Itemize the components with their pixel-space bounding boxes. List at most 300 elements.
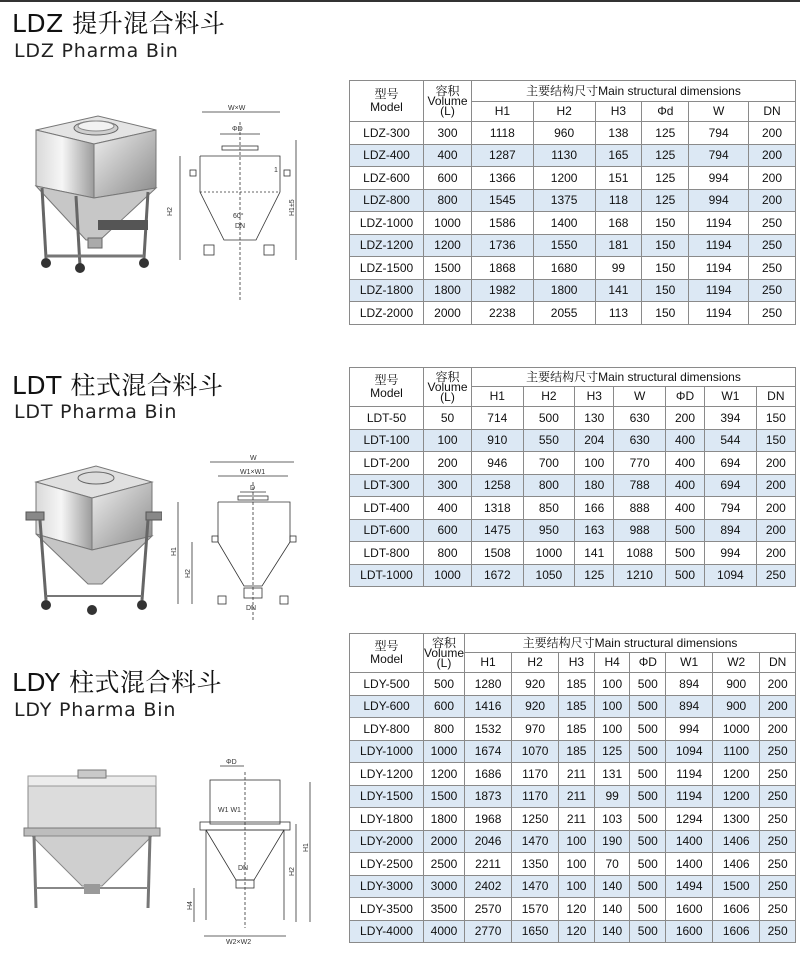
ldy-dim-w2w2: W2×W2 xyxy=(226,939,252,946)
table-cell: 788 xyxy=(614,474,666,497)
ldz-dim-dn: DN xyxy=(235,223,246,230)
table-cell: 150 xyxy=(642,234,689,257)
ldz-model-header: 型号 Model xyxy=(350,81,424,122)
ldy-main-dimensions-header: 主要结构尺寸Main structural dimensions xyxy=(465,634,796,653)
table-cell: 694 xyxy=(705,452,757,475)
table-cell: 1680 xyxy=(533,257,595,280)
table-cell: 630 xyxy=(614,429,666,452)
table-row xyxy=(350,808,796,831)
table-cell: 300 xyxy=(424,122,472,145)
table-cell: 1968 xyxy=(465,808,512,831)
table-cell: 200 xyxy=(749,122,796,145)
table-cell: 1194 xyxy=(689,302,749,325)
ldz-col-header: Φd xyxy=(642,102,689,122)
top-rule xyxy=(0,0,800,2)
table-cell: 204 xyxy=(575,429,614,452)
table-cell: 250 xyxy=(760,830,796,853)
ldy-dimension-drawing xyxy=(180,752,320,947)
table-cell: 400 xyxy=(424,144,472,167)
table-cell: 2402 xyxy=(465,875,512,898)
table-row xyxy=(350,234,796,257)
table-row xyxy=(350,785,796,808)
ldz-title: LDZ 提升混合料斗 xyxy=(12,9,226,38)
table-cell: 250 xyxy=(760,875,796,898)
table-cell: 400 xyxy=(665,497,704,520)
table-cell: 120 xyxy=(559,920,595,943)
table-cell: 1170 xyxy=(512,763,559,786)
table-cell: 1800 xyxy=(533,279,595,302)
table-cell: 200 xyxy=(756,474,795,497)
ldz-dim-phid: ΦD xyxy=(232,126,243,133)
table-cell: 600 xyxy=(424,519,472,542)
table-cell: 1475 xyxy=(472,519,524,542)
table-cell: 2770 xyxy=(465,920,512,943)
model-cell: LDT-400 xyxy=(350,497,424,520)
table-cell: 211 xyxy=(559,763,595,786)
ldz-col-header: DN xyxy=(749,102,796,122)
table-cell: 794 xyxy=(705,497,757,520)
table-cell: 1736 xyxy=(472,234,534,257)
ldt-model-header: 型号 Model xyxy=(350,368,424,407)
table-cell: 544 xyxy=(705,429,757,452)
table-cell: 770 xyxy=(614,452,666,475)
table-cell: 1606 xyxy=(713,898,760,921)
ldt-dim-h2: H2 xyxy=(185,569,192,578)
table-cell: 1000 xyxy=(713,718,760,741)
table-cell: 1672 xyxy=(472,564,524,587)
table-cell: 2570 xyxy=(465,898,512,921)
table-cell: 1194 xyxy=(689,279,749,302)
table-row xyxy=(350,695,796,718)
ldt-volume-header: 容积 Volume (L) xyxy=(424,368,472,407)
table-cell: 150 xyxy=(642,212,689,235)
ldy-col-header: H4 xyxy=(594,653,630,673)
table-cell: 500 xyxy=(630,920,666,943)
table-cell: 211 xyxy=(559,785,595,808)
table-cell: 500 xyxy=(630,673,666,696)
table-cell: 1194 xyxy=(689,234,749,257)
model-cell: LDY-600 xyxy=(350,695,424,718)
model-cell: LDZ-1800 xyxy=(350,279,424,302)
model-cell: LDY-800 xyxy=(350,718,424,741)
ldz-dim-ww: W×W xyxy=(228,105,246,112)
table-cell: 1800 xyxy=(424,279,472,302)
ldy-col-header: W1 xyxy=(666,653,713,673)
ldz-dimension-drawing xyxy=(160,100,310,305)
table-cell: 185 xyxy=(559,673,595,696)
table-cell: 250 xyxy=(760,740,796,763)
table-cell: 99 xyxy=(594,785,630,808)
model-cell: LDT-300 xyxy=(350,474,424,497)
table-cell: 1868 xyxy=(472,257,534,280)
table-cell: 1094 xyxy=(666,740,713,763)
table-row xyxy=(350,429,796,452)
ldt-col-header: DN xyxy=(756,387,795,407)
table-cell: 2211 xyxy=(465,853,512,876)
table-cell: 2500 xyxy=(424,853,465,876)
table-cell: 1500 xyxy=(424,257,472,280)
model-cell: LDZ-600 xyxy=(350,167,424,190)
model-cell: LDT-100 xyxy=(350,429,424,452)
table-cell: 800 xyxy=(424,189,472,212)
table-cell: 630 xyxy=(614,407,666,430)
table-cell: 200 xyxy=(749,189,796,212)
ldz-volume-header: 容积 Volume (L) xyxy=(424,81,472,122)
table-row xyxy=(350,830,796,853)
model-cell: LDY-4000 xyxy=(350,920,424,943)
table-row xyxy=(350,279,796,302)
table-cell: 168 xyxy=(595,212,642,235)
table-cell: 500 xyxy=(630,853,666,876)
table-cell: 1545 xyxy=(472,189,534,212)
table-cell: 1375 xyxy=(533,189,595,212)
table-cell: 1532 xyxy=(465,718,512,741)
table-cell: 200 xyxy=(760,695,796,718)
ldt-dim-w: W xyxy=(250,455,257,462)
ldy-dim-h1: H1 xyxy=(303,843,310,852)
table-cell: 894 xyxy=(666,673,713,696)
table-cell: 131 xyxy=(594,763,630,786)
table-cell: 500 xyxy=(630,763,666,786)
ldy-bin-photo xyxy=(22,768,162,918)
table-cell: 1194 xyxy=(666,785,713,808)
table-cell: 714 xyxy=(472,407,524,430)
table-row xyxy=(350,189,796,212)
model-cell: LDY-1800 xyxy=(350,808,424,831)
table-cell: 500 xyxy=(523,407,575,430)
table-cell: 500 xyxy=(630,808,666,831)
table-cell: 500 xyxy=(424,673,465,696)
table-cell: 99 xyxy=(595,257,642,280)
table-cell: 1416 xyxy=(465,695,512,718)
table-cell: 994 xyxy=(666,718,713,741)
table-cell: 1366 xyxy=(472,167,534,190)
table-cell: 200 xyxy=(756,542,795,565)
table-cell: 165 xyxy=(595,144,642,167)
table-cell: 3500 xyxy=(424,898,465,921)
ldz-col-header: H2 xyxy=(533,102,595,122)
table-cell: 250 xyxy=(749,212,796,235)
table-row xyxy=(350,474,796,497)
model-cell: LDZ-1500 xyxy=(350,257,424,280)
table-cell: 2046 xyxy=(465,830,512,853)
table-cell: 500 xyxy=(630,830,666,853)
table-cell: 1674 xyxy=(465,740,512,763)
ldy-col-header: ΦD xyxy=(630,653,666,673)
table-cell: 1200 xyxy=(424,763,465,786)
ldy-title: LDY 柱式混合料斗 xyxy=(12,668,223,697)
model-cell: LDZ-400 xyxy=(350,144,424,167)
table-row xyxy=(350,519,796,542)
table-cell: 200 xyxy=(665,407,704,430)
table-cell: 166 xyxy=(575,497,614,520)
ldz-dim-angle: 60° xyxy=(233,213,244,220)
ldt-col-header: ΦD xyxy=(665,387,704,407)
table-cell: 794 xyxy=(689,144,749,167)
table-cell: 500 xyxy=(665,542,704,565)
model-cell: LDY-2000 xyxy=(350,830,424,853)
table-cell: 946 xyxy=(472,452,524,475)
table-cell: 185 xyxy=(559,718,595,741)
model-cell: LDT-800 xyxy=(350,542,424,565)
table-cell: 1280 xyxy=(465,673,512,696)
table-cell: 1100 xyxy=(713,740,760,763)
table-cell: 130 xyxy=(575,407,614,430)
table-cell: 3000 xyxy=(424,875,465,898)
table-cell: 794 xyxy=(689,122,749,145)
table-cell: 1194 xyxy=(689,212,749,235)
table-cell: 1550 xyxy=(533,234,595,257)
ldt-dim-h1: H1 xyxy=(171,547,178,556)
table-cell: 500 xyxy=(630,718,666,741)
table-cell: 103 xyxy=(594,808,630,831)
table-cell: 1000 xyxy=(424,212,472,235)
ldt-bin-photo xyxy=(22,460,162,620)
table-cell: 1200 xyxy=(533,167,595,190)
table-row xyxy=(350,122,796,145)
table-cell: 150 xyxy=(756,429,795,452)
table-cell: 994 xyxy=(689,167,749,190)
table-cell: 400 xyxy=(665,452,704,475)
table-cell: 180 xyxy=(575,474,614,497)
table-cell: 100 xyxy=(575,452,614,475)
table-cell: 400 xyxy=(424,497,472,520)
table-cell: 125 xyxy=(642,144,689,167)
table-cell: 894 xyxy=(705,519,757,542)
table-cell: 994 xyxy=(705,542,757,565)
table-cell: 1194 xyxy=(689,257,749,280)
ldy-col-header: H1 xyxy=(465,653,512,673)
table-cell: 970 xyxy=(512,718,559,741)
ldy-dim-w1w1: W1 W1 xyxy=(218,807,241,814)
ldz-spec-table xyxy=(349,80,796,325)
model-cell: LDZ-800 xyxy=(350,189,424,212)
model-cell: LDT-200 xyxy=(350,452,424,475)
table-cell: 1118 xyxy=(472,122,534,145)
table-cell: 250 xyxy=(760,853,796,876)
table-cell: 200 xyxy=(756,497,795,520)
table-row xyxy=(350,167,796,190)
ldy-dim-phid: ΦD xyxy=(226,759,237,766)
model-cell: LDZ-1000 xyxy=(350,212,424,235)
table-cell: 1686 xyxy=(465,763,512,786)
model-cell: LDY-1500 xyxy=(350,785,424,808)
table-cell: 200 xyxy=(749,144,796,167)
ldy-col-header: DN xyxy=(760,653,796,673)
table-cell: 250 xyxy=(760,763,796,786)
table-cell: 140 xyxy=(594,875,630,898)
ldt-dim-d: D xyxy=(250,485,256,492)
ldt-main-dimensions-header: 主要结构尺寸Main structural dimensions xyxy=(472,368,796,387)
table-cell: 1570 xyxy=(512,898,559,921)
table-cell: 920 xyxy=(512,673,559,696)
ldz-dim-h1: H1±5 xyxy=(289,199,296,216)
table-cell: 920 xyxy=(512,695,559,718)
table-cell: 994 xyxy=(689,189,749,212)
table-cell: 125 xyxy=(642,122,689,145)
table-cell: 1318 xyxy=(472,497,524,520)
table-cell: 250 xyxy=(760,898,796,921)
table-cell: 1250 xyxy=(512,808,559,831)
table-cell: 181 xyxy=(595,234,642,257)
table-cell: 500 xyxy=(630,740,666,763)
table-cell: 250 xyxy=(749,302,796,325)
table-cell: 200 xyxy=(756,519,795,542)
table-cell: 125 xyxy=(642,189,689,212)
table-cell: 394 xyxy=(705,407,757,430)
ldy-col-header: W2 xyxy=(713,653,760,673)
ldz-dim-h2: H2 xyxy=(167,207,174,216)
table-cell: 1170 xyxy=(512,785,559,808)
model-cell: LDZ-1200 xyxy=(350,234,424,257)
table-row xyxy=(350,898,796,921)
table-cell: 1258 xyxy=(472,474,524,497)
table-cell: 1800 xyxy=(424,808,465,831)
table-cell: 113 xyxy=(595,302,642,325)
table-row xyxy=(350,302,796,325)
ldt-col-header: H3 xyxy=(575,387,614,407)
table-cell: 138 xyxy=(595,122,642,145)
ldy-volume-header: 容积 Volume (L) xyxy=(424,634,465,673)
table-row xyxy=(350,542,796,565)
table-cell: 1200 xyxy=(713,785,760,808)
table-cell: 125 xyxy=(575,564,614,587)
table-cell: 1400 xyxy=(533,212,595,235)
table-cell: 2055 xyxy=(533,302,595,325)
table-row xyxy=(350,564,796,587)
table-cell: 850 xyxy=(523,497,575,520)
table-cell: 2000 xyxy=(424,830,465,853)
table-cell: 800 xyxy=(424,718,465,741)
table-cell: 1982 xyxy=(472,279,534,302)
table-cell: 1400 xyxy=(666,853,713,876)
table-cell: 1508 xyxy=(472,542,524,565)
ldz-main-dimensions-header: 主要结构尺寸Main structural dimensions xyxy=(472,81,796,102)
ldy-dim-dn: DN xyxy=(238,865,249,872)
table-cell: 100 xyxy=(594,673,630,696)
table-cell: 1000 xyxy=(424,564,472,587)
table-cell: 100 xyxy=(594,695,630,718)
table-cell: 1494 xyxy=(666,875,713,898)
table-cell: 2000 xyxy=(424,302,472,325)
table-cell: 141 xyxy=(595,279,642,302)
table-cell: 200 xyxy=(760,673,796,696)
table-cell: 800 xyxy=(523,474,575,497)
ldt-dim-dn: DN xyxy=(246,605,257,612)
ldy-col-header: H3 xyxy=(559,653,595,673)
table-cell: 1406 xyxy=(713,853,760,876)
ldz-subtitle: LDZ Pharma Bin xyxy=(14,40,179,62)
model-cell: LDZ-300 xyxy=(350,122,424,145)
table-row xyxy=(350,257,796,280)
table-cell: 300 xyxy=(424,474,472,497)
table-cell: 500 xyxy=(630,898,666,921)
table-cell: 141 xyxy=(575,542,614,565)
table-cell: 888 xyxy=(614,497,666,520)
table-row xyxy=(350,853,796,876)
ldy-spec-table xyxy=(349,633,796,943)
table-cell: 800 xyxy=(424,542,472,565)
table-cell: 400 xyxy=(665,429,704,452)
table-cell: 1470 xyxy=(512,875,559,898)
table-cell: 250 xyxy=(749,279,796,302)
table-row xyxy=(350,673,796,696)
model-cell: LDT-600 xyxy=(350,519,424,542)
table-cell: 1088 xyxy=(614,542,666,565)
table-cell: 250 xyxy=(756,564,795,587)
table-cell: 250 xyxy=(760,785,796,808)
table-cell: 250 xyxy=(749,234,796,257)
table-cell: 1873 xyxy=(465,785,512,808)
table-cell: 200 xyxy=(756,452,795,475)
table-cell: 500 xyxy=(665,519,704,542)
table-cell: 1650 xyxy=(512,920,559,943)
table-cell: 988 xyxy=(614,519,666,542)
table-cell: 1400 xyxy=(666,830,713,853)
model-cell: LDT-1000 xyxy=(350,564,424,587)
model-cell: LDY-3000 xyxy=(350,875,424,898)
table-cell: 950 xyxy=(523,519,575,542)
table-cell: 700 xyxy=(523,452,575,475)
table-cell: 1350 xyxy=(512,853,559,876)
table-cell: 140 xyxy=(594,898,630,921)
ldy-model-header: 型号 Model xyxy=(350,634,424,673)
table-cell: 150 xyxy=(642,302,689,325)
model-cell: LDY-500 xyxy=(350,673,424,696)
table-row xyxy=(350,212,796,235)
table-cell: 550 xyxy=(523,429,575,452)
model-cell: LDY-1000 xyxy=(350,740,424,763)
table-cell: 150 xyxy=(642,257,689,280)
table-cell: 1210 xyxy=(614,564,666,587)
table-row xyxy=(350,920,796,943)
table-cell: 1200 xyxy=(713,763,760,786)
table-cell: 185 xyxy=(559,740,595,763)
table-cell: 100 xyxy=(559,875,595,898)
table-cell: 1606 xyxy=(713,920,760,943)
table-cell: 150 xyxy=(756,407,795,430)
table-cell: 1200 xyxy=(424,234,472,257)
table-cell: 150 xyxy=(642,279,689,302)
table-cell: 400 xyxy=(665,474,704,497)
table-cell: 200 xyxy=(424,452,472,475)
table-cell: 500 xyxy=(630,875,666,898)
table-cell: 185 xyxy=(559,695,595,718)
ldt-col-header: H1 xyxy=(472,387,524,407)
table-cell: 1094 xyxy=(705,564,757,587)
table-row xyxy=(350,144,796,167)
table-cell: 600 xyxy=(424,695,465,718)
table-cell: 4000 xyxy=(424,920,465,943)
ldt-dimension-drawing xyxy=(170,452,310,622)
table-cell: 1000 xyxy=(523,542,575,565)
table-cell: 1194 xyxy=(666,763,713,786)
ldy-subtitle: LDY Pharma Bin xyxy=(14,699,177,721)
table-cell: 1050 xyxy=(523,564,575,587)
table-row xyxy=(350,718,796,741)
table-cell: 200 xyxy=(760,718,796,741)
table-row xyxy=(350,740,796,763)
ldt-dim-w1w1: W1×W1 xyxy=(240,469,266,476)
table-cell: 211 xyxy=(559,808,595,831)
table-cell: 140 xyxy=(594,920,630,943)
model-cell: LDY-3500 xyxy=(350,898,424,921)
table-cell: 151 xyxy=(595,167,642,190)
table-cell: 190 xyxy=(594,830,630,853)
table-row xyxy=(350,875,796,898)
model-cell: LDY-2500 xyxy=(350,853,424,876)
table-row xyxy=(350,407,796,430)
